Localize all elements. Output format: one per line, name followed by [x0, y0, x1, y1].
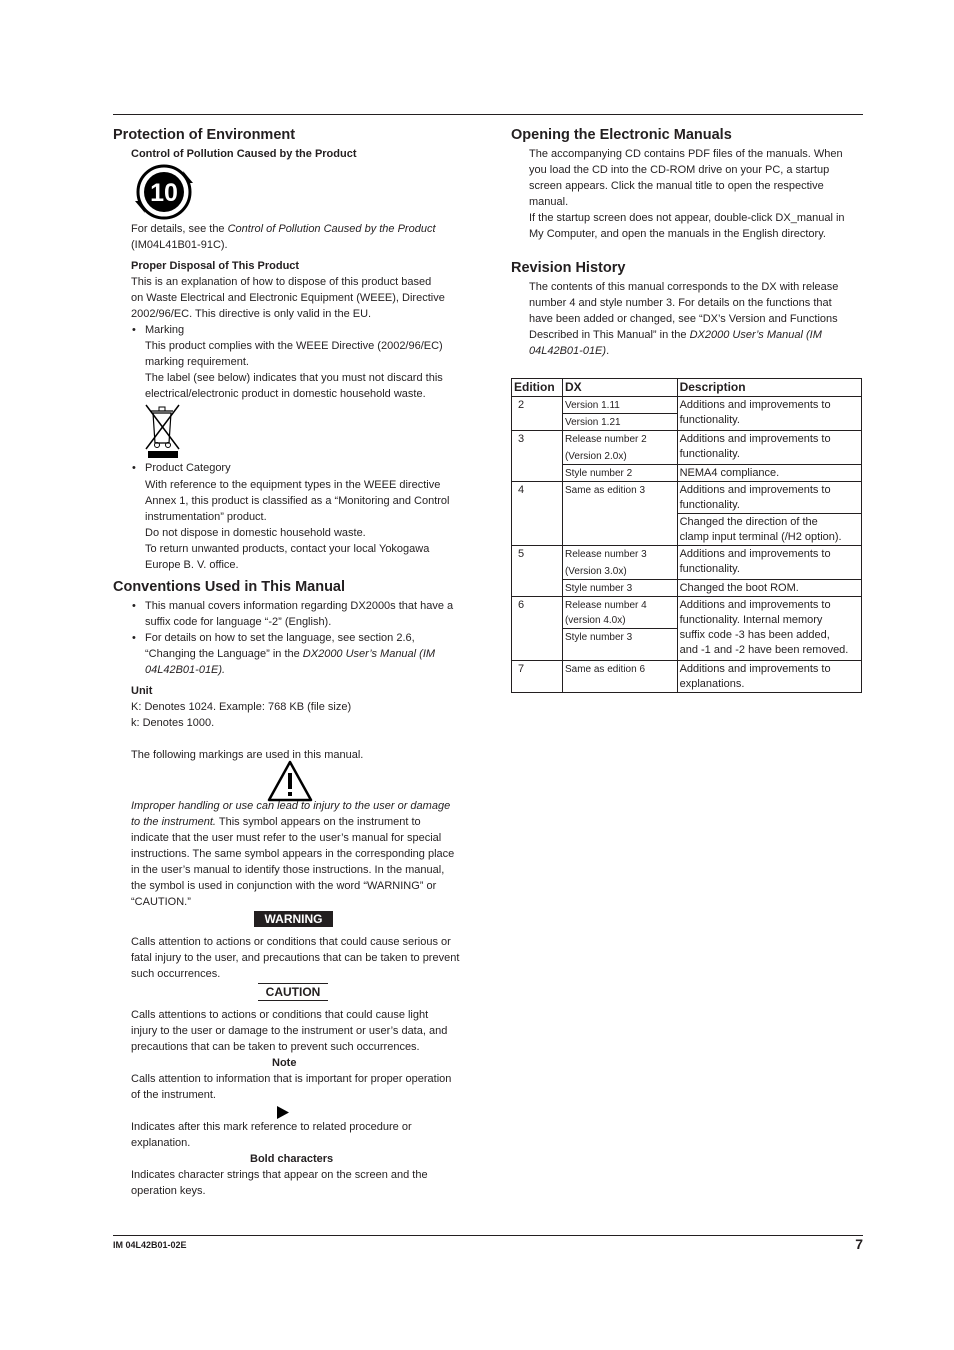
revision-history-heading: Revision History	[511, 260, 626, 276]
caution-badge: CAUTION	[258, 983, 328, 1001]
play-arrow-icon	[277, 1106, 289, 1119]
table-row	[512, 482, 862, 514]
details-text: For details, see the Control of Pollution Caused by the Product (IM04L41B01-91C).	[131, 223, 436, 251]
bold-characters-text: Indicates character strings that appear on the screen and the operation keys.	[131, 1169, 428, 1197]
table-row	[512, 431, 862, 465]
bullet-dot: •	[132, 324, 136, 336]
edition-cell: 6	[512, 597, 563, 661]
footer-doc-number: IM 04L42B01-02E	[113, 1240, 187, 1250]
caution-text: Calls attentions to actions or conditions that could cause light injury to the user or damage to the instrument or user’s data, and precautions that can be taken to prevent such occurrences.	[131, 1009, 448, 1053]
disposal-text: This is an explanation of how to dispose of this product based on Waste Electrical and Electronic Equipment (WEEE), Directive 2002/96/EC. This directive is only valid in the EU.	[131, 276, 445, 320]
description-cell: NEMA4 compliance.	[677, 465, 861, 482]
table-row	[512, 580, 862, 597]
dx-cell: Same as edition 3	[562, 482, 677, 546]
header-description: Description	[677, 379, 861, 397]
table-row	[512, 661, 862, 693]
revision-history-text: The contents of this manual corresponds to the DX with release number 4 and style number 3. For details on the functions that have been added or changed, see “DX’s Version and Functions Described in This Manual” in the DX2000 User’s Manual (IM 04L42B01-01E).	[529, 281, 839, 357]
markings-intro: The following markings are used in this manual.	[131, 749, 364, 761]
table-row	[512, 597, 862, 629]
dx-cell: Version 1.21	[562, 414, 677, 431]
disposal-subheading: Proper Disposal of This Product	[131, 260, 300, 272]
edition-cell: 2	[512, 397, 563, 431]
conventions-heading: Conventions Used in This Manual	[113, 579, 346, 595]
arrow-text: Indicates after this mark reference to related procedure or explanation.	[131, 1121, 412, 1149]
conventions-bullet-2: For details on how to set the language, see section 2.6, “Changing the Language” in the DX2000 User’s Manual (IM 04L42B01-01E).	[145, 632, 436, 676]
description-cell: Additions and improvements to functionality.	[677, 546, 861, 580]
page-number: 7	[855, 1236, 863, 1252]
description-cell: Additions and improvements to functionality.	[677, 431, 861, 465]
marking-bullet-label: Marking	[145, 324, 185, 336]
description-cell: Additions and improvements to functionality.	[677, 397, 861, 431]
edition-cell: 7	[512, 661, 563, 693]
dx-cell: Style number 3	[562, 580, 677, 597]
dx-cell: Same as edition 6	[562, 661, 677, 693]
pollution-logo-number: 10	[150, 179, 178, 207]
env-heading: Protection of Environment	[113, 127, 296, 143]
dx-cell: Style number 3	[562, 629, 677, 661]
category-text: With reference to the equipment types in the WEEE directive Annex 1, this product is classified as a “Monitoring and Control instrumentation” product. Do not dispose in domestic household waste. To return unwanted products, contact your local Yokogawa Europe B. V. office.	[145, 479, 450, 571]
dx-cell: Version 1.11	[562, 397, 677, 414]
table-row	[512, 397, 862, 414]
bold-characters-label: Bold characters	[250, 1153, 334, 1165]
unit-subheading: Unit	[131, 685, 153, 697]
edition-cell: 3	[512, 431, 563, 482]
note-text: Calls attention to information that is important for proper operation of the instrument.	[131, 1073, 452, 1101]
description-cell: Changed the direction of the clamp input terminal (/H2 option).	[677, 514, 861, 546]
weee-bin-icon	[143, 403, 183, 459]
dx-cell: Release number 3 (Version 3.0x)	[562, 546, 677, 580]
opening-manuals-text: The accompanying CD contains PDF files of the manuals. When you load the CD into the CD-ROM drive on your PC, a startup screen appears. Click the manual title to open the respective manual. If the startup screen does not appear, double-click DX_manual in My Computer, and open the manuals in the English directory.	[529, 148, 845, 240]
pollution-logo-icon	[133, 163, 197, 221]
warning-badge: WARNING	[254, 911, 333, 927]
warning-symbol-text: Improper handling or use can lead to injury to the user or damage to the instrument. This symbol appears on the instrument to indicate that the user must refer to the user’s manual for special instructions. The same symbol appears in the corresponding place in the user’s manual to identify those instructions. In the manual, the symbol is used in conjunction with the word “WARNING” or “CAUTION.”	[131, 800, 455, 908]
unit-k-lower: k: Denotes 1000.	[131, 717, 215, 729]
edition-cell: 5	[512, 546, 563, 597]
description-cell: Additions and improvements to functionality.	[677, 482, 861, 514]
table-row	[512, 546, 862, 580]
marking-text: This product complies with the WEEE Directive (2002/96/EC) marking requirement. The label (see below) indicates that you must not discard this electrical/electronic product in domestic household waste.	[145, 340, 443, 400]
description-cell: Additions and improvements to explanations.	[677, 661, 861, 693]
edition-cell: 4	[512, 482, 563, 546]
dx-cell: Release number 2 (Version 2.0x)	[562, 431, 677, 465]
opening-manuals-heading: Opening the Electronic Manuals	[511, 127, 732, 143]
header-rule	[113, 114, 863, 115]
pollution-subheading: Control of Pollution Caused by the Product	[131, 148, 357, 160]
footer-rule	[113, 1235, 863, 1236]
table-row	[512, 465, 862, 482]
warning-triangle-icon	[267, 760, 313, 802]
header-dx: DX	[562, 379, 677, 397]
unit-k-upper: K: Denotes 1024. Example: 768 KB (file size)	[131, 701, 352, 713]
dx-cell: Style number 2	[562, 465, 677, 482]
conventions-bullet-1: This manual covers information regarding DX2000s that have a suffix code for language “-2” (English).	[145, 600, 454, 628]
category-bullet-label: Product Category	[145, 462, 231, 474]
dx-cell: Release number 4 (version 4.0x)	[562, 597, 677, 629]
note-label: Note	[272, 1057, 297, 1069]
table-header-row	[512, 379, 862, 397]
description-cell: Changed the boot ROM.	[677, 580, 861, 597]
bullet-dot: •	[132, 632, 136, 644]
bullet-dot: •	[132, 462, 136, 474]
header-edition: Edition	[512, 379, 563, 397]
warning-text: Calls attention to actions or conditions that could cause serious or fatal injury to the user, and precautions that can be taken to prevent such occurrences.	[131, 936, 460, 980]
description-cell: Additions and improvements to functionality. Internal memory suffix code -3 has been added, and -1 and -2 have been removed.	[677, 597, 861, 661]
bullet-dot: •	[132, 600, 136, 612]
revision-table	[511, 378, 862, 693]
